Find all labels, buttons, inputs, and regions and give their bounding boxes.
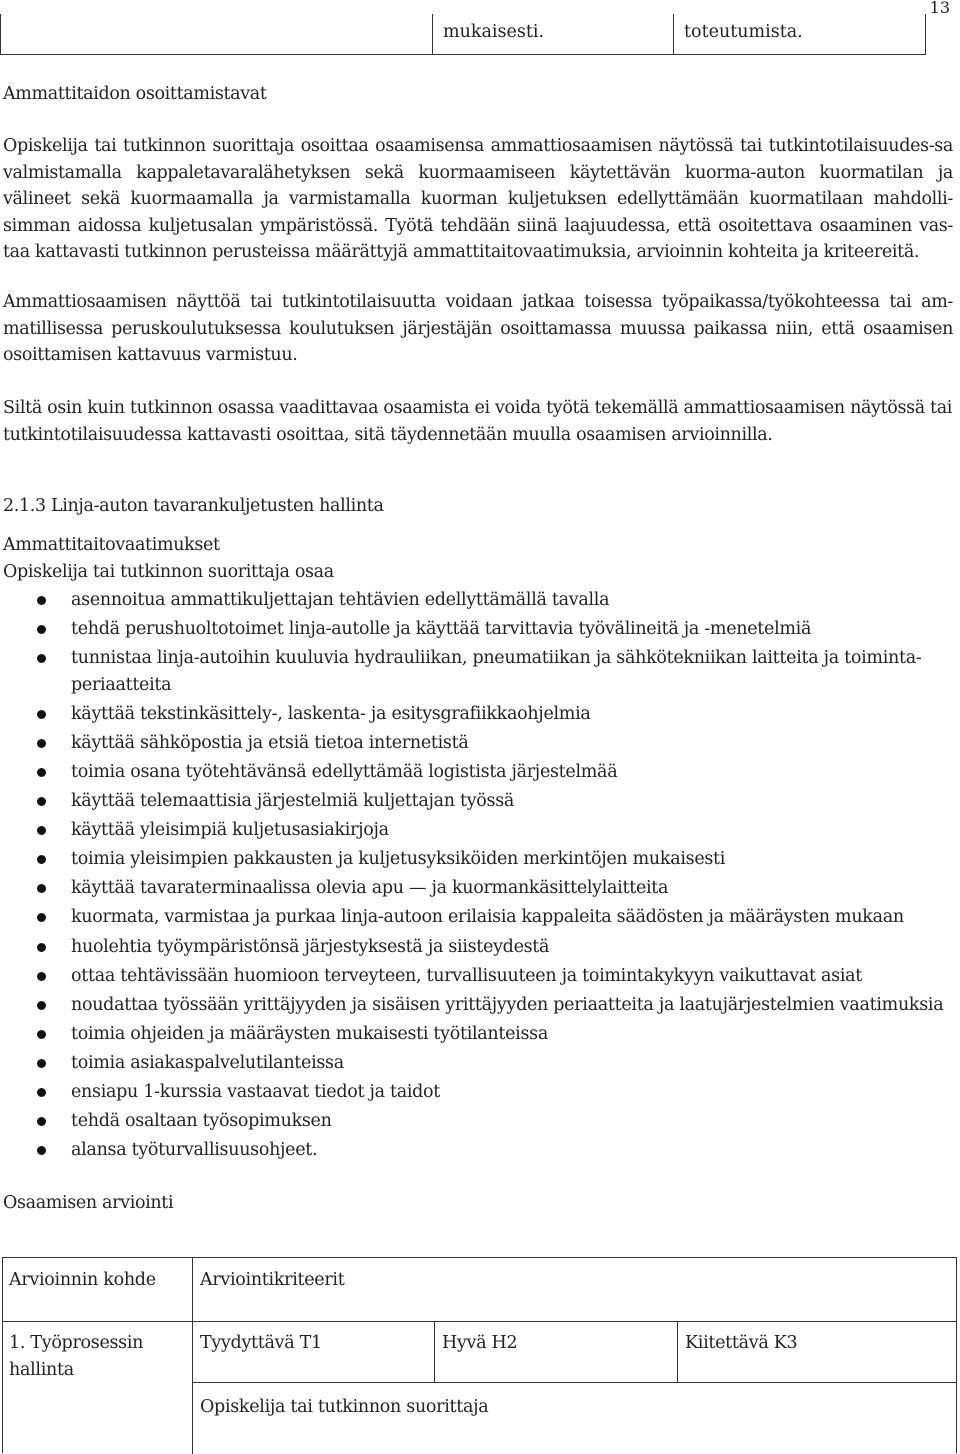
list-item: ensiapu 1-kurssia vastaavat tiedot ja taidot [0,1079,946,1106]
list-item: kuormata, varmistaa ja purkaa linja-autoon erilaisia kappaleita säädösten ja määräysten mukaan [0,904,946,931]
section-heading: 2.1.3 Linja-auton tavarankuljetusten hallinta [3,496,384,516]
bullet-icon [37,943,46,952]
top-table-text: toteutumista. [684,22,803,42]
bullet-icon [37,654,46,663]
bullet-icon [37,913,46,922]
top-table-fragment [0,14,926,55]
list-item: käyttää tavaraterminaalissa olevia apu — ja kuormankäsittelylaitteita [0,875,946,902]
section-heading: Ammattitaidon osoittamistavat [3,84,267,104]
list-item: huolehtia työympäristönsä järjestyksestä ja siisteydestä [0,934,946,961]
bullet-icon [37,1146,46,1155]
list-item: alansa työturvallisuusohjeet. [0,1137,946,1164]
list-item: tehdä perushuoltotoimet linja-autolle ja käyttää tarvittavia työvälineitä ja -menetelmiä [0,616,946,643]
top-table-cell [433,14,674,54]
row-label: 1. Työprosessin [9,1333,144,1353]
list-intro: Opiskelija tai tutkinnon suorittaja osaa [3,562,334,582]
list-item: toimia yleisimpien pakkausten ja kuljetusyksiköiden merkintöjen mukaisesti [0,846,946,873]
bullet-icon [37,1001,46,1010]
grade-cell: Tyydyttävä T1 [200,1333,322,1353]
bullet-icon [37,1088,46,1097]
page-number: 13 [929,0,950,17]
list-item: ottaa tehtävissään huomioon terveyteen, turvallisuuteen ja toimintakykyyn vaikuttavat asiat [0,963,946,990]
list-item: asennoitua ammattikuljettajan tehtävien edellyttämällä tavalla [0,587,946,614]
paragraph: Opiskelija tai tutkinnon suorittaja osoittaa osaamisensa ammattiosaamisen näytössä tai tutkintotilaisuudes-sa valmistamalla kappaletavaralähetyksen sekä kuormaamiseen käytettävän kuorma-auton kuormatilan ja välineet sekä kuormaamalla ja varmistamalla kuorman kuljetuksen edellyttämään kuormatilaan mahdolli-simman aidossa kuljetusalan ympäristössä. Työtä tehdään siinä laajuudessa, että osoitettava osaaminen vas-taa kattavasti tutkinnon perusteissa määrättyjä ammattitaitovaatimuksia, arvioinnin kohteita ja kriteereitä. [3,136,953,262]
bullet-icon [37,1059,46,1068]
paragraph: Ammattiosaamisen näyttöä tai tutkintotilaisuutta voidaan jatkaa toisessa työpaikassa/työkohteessa tai am-matillisessa peruskoulutuksessa koulutuksen järjestäjän osoittamassa muussa paikassa niin, että osaamisen osoittamisen kattavuus varmistuu. [3,292,953,365]
bullet-icon [37,1030,46,1039]
list-item: toimia osana työtehtävänsä edellyttämää logistista järjestelmää [0,759,946,786]
table-header-cell: Arvioinnin kohde [9,1270,156,1290]
list-item: käyttää yleisimpiä kuljetusasiakirjoja [0,817,946,844]
top-table-cell [674,14,924,54]
bullet-icon [37,596,46,605]
section-heading: Osaamisen arviointi [3,1193,174,1213]
criteria-subrow: Opiskelija tai tutkinnon suorittaja [200,1397,489,1417]
paragraph: Siltä osin kuin tutkinnon osassa vaadittavaa osaamista ei voida työtä tekemällä ammattiosaamisen näytössä tai tutkintotilaisuudessa kattavasti osoittaa, sitä täydennetään muulla osaamisen arvioinnilla. [3,398,953,445]
bullet-icon [37,1117,46,1126]
list-item: tehdä osaltaan työsopimuksen [0,1108,946,1135]
grade-cell: Kiitettävä K3 [685,1333,798,1353]
grade-cell: Hyvä H2 [442,1333,518,1353]
top-table-text: mukaisesti. [443,22,545,42]
bullet-icon [37,797,46,806]
bullet-icon [37,768,46,777]
subheading: Ammattitaitovaatimukset [3,535,220,555]
bullet-icon [37,826,46,835]
list-item: käyttää sähköpostia ja etsiä tietoa internetistä [0,730,946,757]
table-header-cell: Arviointikriteerit [200,1270,345,1290]
row-label: hallinta [9,1360,74,1380]
list-item: käyttää tekstinkäsittely-, laskenta- ja esitysgrafiikkaohjelmia [0,701,946,728]
list-item: tunnistaa linja-autoihin kuuluvia hydrauliikan, pneumatiikan ja sähkötekniikan laitteita ja toiminta-periaatteita [0,645,946,698]
bullet-icon [37,625,46,634]
list-item: toimia asiakaspalvelutilanteissa [0,1050,946,1077]
list-item: noudattaa työssään yrittäjyyden ja sisäisen yrittäjyyden periaatteita ja laatujärjestelmien vaatimuksia [0,992,946,1019]
bullet-icon [37,884,46,893]
bullet-icon [37,710,46,719]
assessment-table [2,1257,957,1453]
top-table-cell-empty [1,14,433,54]
list-item: toimia ohjeiden ja määräysten mukaisesti työtilanteissa [0,1021,946,1048]
requirements-list [0,587,960,1166]
list-item: käyttää telemaattisia järjestelmiä kuljettajan työssä [0,788,946,815]
bullet-icon [37,855,46,864]
bullet-icon [37,739,46,748]
bullet-icon [37,972,46,981]
